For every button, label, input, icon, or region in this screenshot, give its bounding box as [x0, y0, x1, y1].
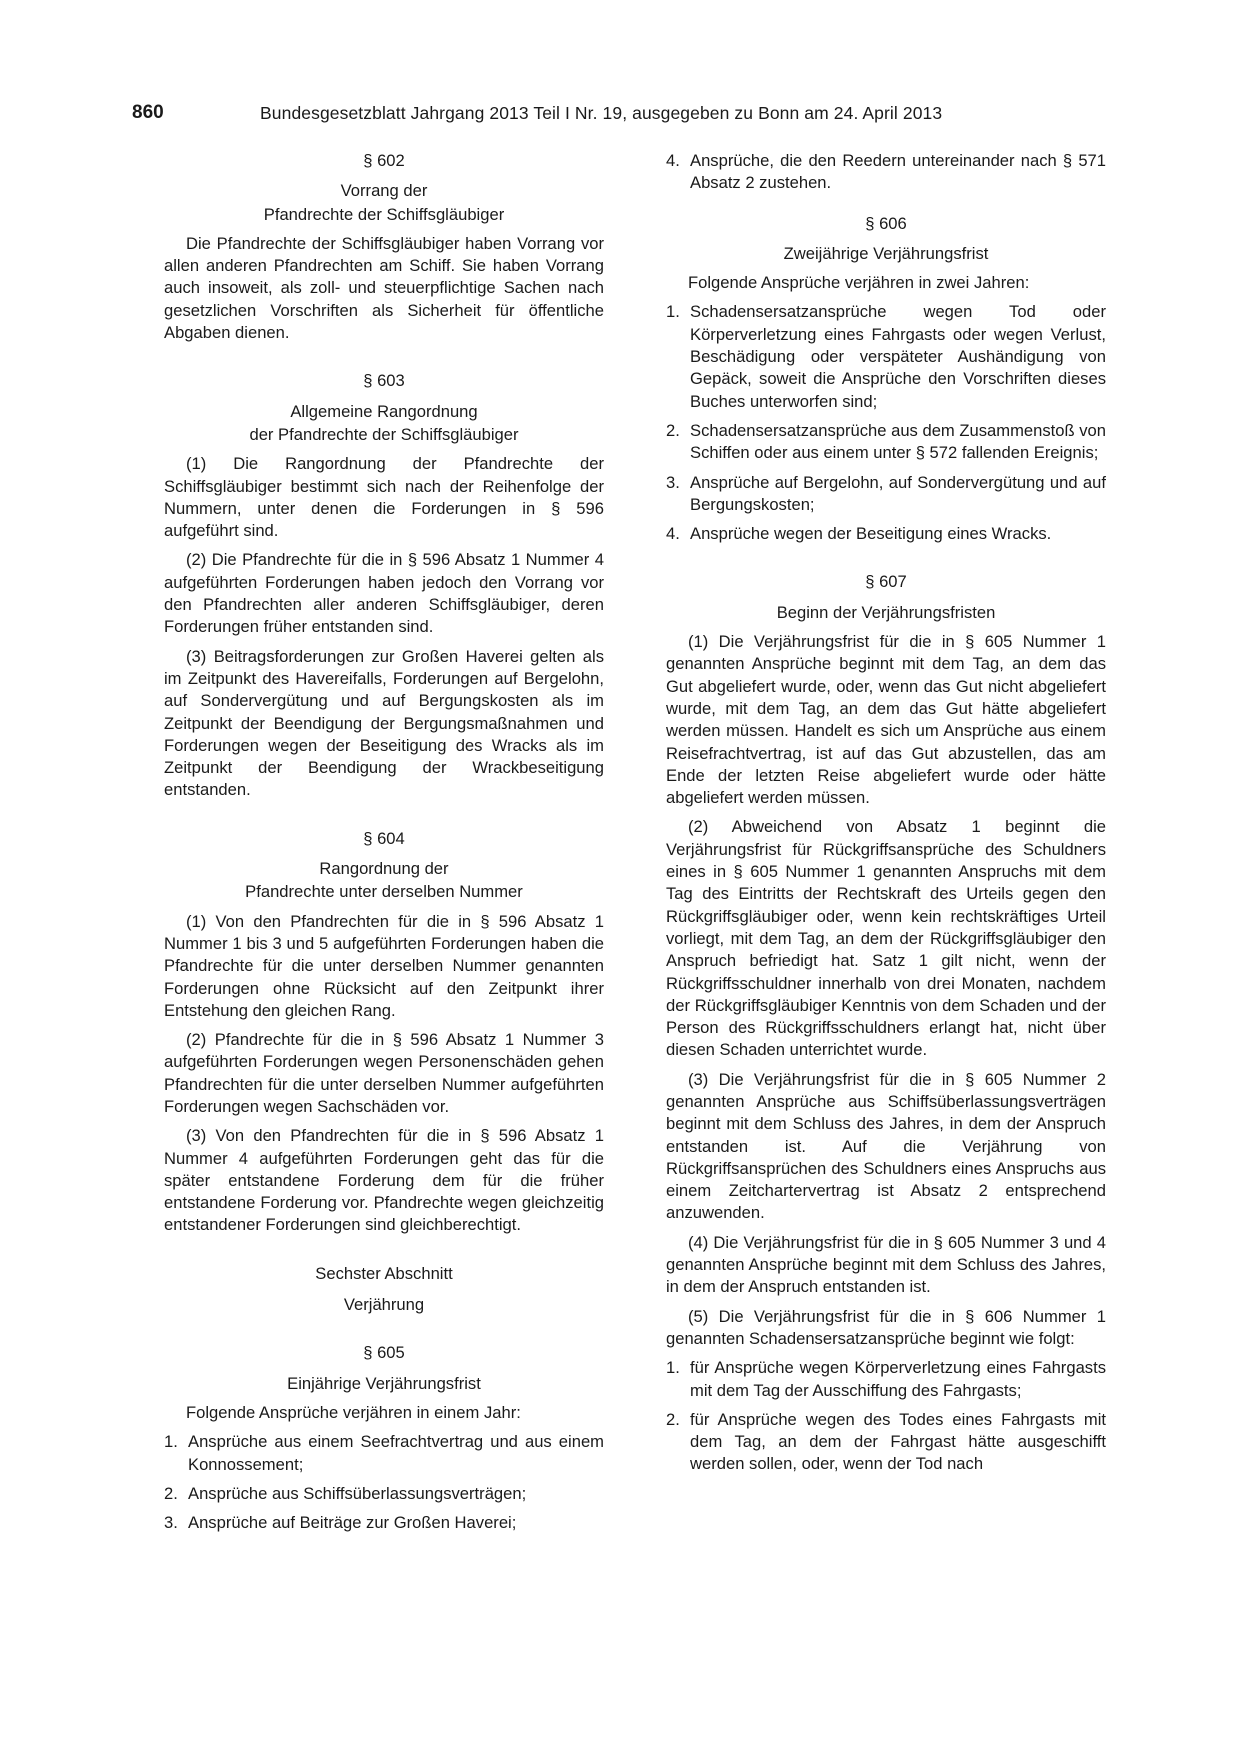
section-604 [164, 828, 604, 1237]
paragraph: (3) Die Verjährungsfrist für die in § 605 Nummer 2 genannten Ansprüche aus Schiffsüberlassungsverträgen beginnt mit dem Schluss des Jahres, in dem der Anspruch entstanden ist. Auf die Verjährung von Rückgriffsansprüchen des Schuldners eines Anspruchs aus einem Zeitchartervertrag ist Absatz 2 entsprechend anzuwenden. [666, 1069, 1106, 1223]
section-606 [666, 213, 1106, 546]
paragraph: (3) Beitragsforderungen zur Großen Haverei gelten als im Zeitpunkt des Havereifalls, Forderungen auf Bergelohn, auf Sondervergütung und auf Bergungskosten als im Zeitpunkt der Beendigung der Bergungsmaßnahmen und Forderungen wegen der Beseitigung des Wracks als im Zeitpunkt der Beendigung der Wrackbeseitigung entstanden. [164, 646, 604, 800]
section-title: der Pfandrechte der Schiffsgläubiger [249, 424, 519, 444]
section-603 [164, 370, 604, 801]
paragraph: (2) Pfandrechte für die in § 596 Absatz 1 Nummer 3 aufgeführten Forderungen wegen Personenschäden gehen Pfandrechten für die unter derselben Nummer aufgeführten Forderungen wegen Sachschäden vor. [164, 1030, 604, 1116]
section-number: § 605 [363, 1343, 405, 1363]
list-item: 1. Ansprüche aus einem Seefrachtvertrag und aus einem Konnossement; [164, 1432, 604, 1474]
section-title: Beginn der Verjährungsfristen [776, 602, 996, 622]
page-number: 860 [132, 102, 164, 123]
chapter-heading [164, 1263, 604, 1317]
lead-text: Folgende Ansprüche verjähren in zwei Jahren: [688, 273, 1030, 293]
list-item: 1. für Ansprüche wegen Körperverletzung eines Fahrgasts mit dem Tag der Ausschiffung des Fahrgasts; [666, 1358, 1106, 1400]
section-number: § 607 [865, 572, 907, 592]
section-602 [164, 150, 604, 344]
paragraph: (1) Von den Pfandrechten für die in § 596 Absatz 1 Nummer 1 bis 3 und 5 aufgeführten Forderungen haben die Pfandrechte für die unter derselben Nummer genannten Forderungen ohne Rücksicht auf den Zeitpunkt ihrer Entstehung den gleichen Rang. [164, 911, 604, 1020]
list-item: 3. Ansprüche auf Beiträge zur Großen Haverei; [164, 1513, 517, 1533]
section-number: § 602 [363, 151, 405, 170]
paragraph: (3) Von den Pfandrechten für die in § 596 Absatz 1 Nummer 4 aufgeführten Forderungen geht das für die später entstandene Forderung dem für die früher entstandene Forderung vor. Pfandrechte wegen gleichzeitig entstandener Forderungen sind gleichberechtigt. [164, 1126, 604, 1235]
numbered-list [666, 1357, 1106, 1475]
left-column [164, 150, 604, 1541]
paragraph: (2) Die Pfandrechte für die in § 596 Absatz 1 Nummer 4 aufgeführten Forderungen haben jedoch den Vorrang vor den Pfandrechten aller anderen Schiffsgläubiger, deren Forderungen früher entstanden sind. [164, 550, 604, 637]
chapter-title: Sechster Abschnitt [315, 1263, 453, 1283]
section-607 [666, 571, 1106, 1475]
lead-text: Folgende Ansprüche verjähren in einem Jahr: [186, 1402, 521, 1422]
numbered-list [666, 301, 1106, 545]
list-item: 2. Ansprüche aus Schiffsüberlassungsverträgen; [164, 1483, 527, 1503]
paragraph: (1) Die Rangordnung der Pfandrechte der Schiffsgläubiger bestimmt sich nach der Reihenfolge der Nummern, unter denen die Forderungen in § 596 aufgeführt sind. [164, 454, 604, 541]
list-item: 1. Schadensersatzansprüche wegen Tod oder Körperverletzung eines Fahrgasts oder wegen Verlust, Beschädigung oder verspäteter Aushändigung von Gepäck, soweit die Ansprüche den Vorschriften dieses Buches unterworfen sind; [666, 302, 1106, 411]
list-item: 4. Ansprüche, die den Reedern untereinander nach § 571 Absatz 2 zustehen. [666, 151, 1106, 193]
section-number: § 606 [865, 213, 907, 233]
list-item: 2. für Ansprüche wegen des Todes eines Fahrgasts mit dem Tag, an dem der Fahrgast hätte ausgeschifft werden sollen, oder, wenn der Tod nach [666, 1409, 1106, 1474]
paragraph: Die Pfandrechte der Schiffsgläubiger haben Vorrang vor allen anderen Pfandrechten am Schiff. Sie haben Vorrang auch insoweit, als zoll- und steuerpflichtige Sachen nach gesetzlichen Vorschriften als Sicherheit für öffentliche Abgaben dienen. [164, 233, 604, 343]
page-header [132, 100, 1110, 128]
list-item: 4. Ansprüche wegen der Beseitigung eines Wracks. [666, 524, 1052, 544]
section-title: Allgemeine Rangordnung [290, 401, 478, 421]
running-header: Bundesgesetzblatt Jahrgang 2013 Teil I Nr. 19, ausgegeben zu Bonn am 24. April 2013 [260, 103, 943, 123]
section-title: Rangordnung der [319, 859, 449, 879]
paragraph: (4) Die Verjährungsfrist für die in § 605 Nummer 3 und 4 genannten Ansprüche beginnt mit dem Schluss des Jahres, in dem der Anspruch entstanden ist. [666, 1232, 1106, 1297]
section-title: Zweijährige Verjährungsfrist [783, 243, 989, 263]
section-title: Einjährige Verjährungsfrist [287, 1373, 481, 1393]
paragraph: (1) Die Verjährungsfrist für die in § 605 Nummer 1 genannten Ansprüche beginnt mit dem Tag, an dem das Gut abgeliefert wurde, oder, wenn das Gut nicht abgeliefert wurde, mit dem Tag, an dem das Gut hätte abgeliefert werden müssen. Handelt es sich um Ansprüche aus einem Reisefrachtvertrag, ist auf das Gut abzustellen, das am Ende der letzten Reise abgeliefert wurde oder hätte abgeliefert werden müssen. [666, 632, 1106, 808]
right-column [666, 150, 1106, 1483]
section-title: Pfandrechte unter derselben Nummer [245, 882, 523, 902]
chapter-subtitle: Verjährung [343, 1295, 425, 1315]
list-item: 2. Schadensersatzansprüche aus dem Zusammenstoß von Schiffen oder aus einem unter § 572 fallenden Ereignis; [666, 420, 1106, 463]
section-605 [164, 1342, 604, 1534]
section-title: Vorrang der [340, 181, 428, 201]
section-number: § 604 [363, 828, 405, 848]
paragraph: (2) Abweichend von Absatz 1 beginnt die Verjährungsfrist für Rückgriffsansprüche des Schuldners eines in § 605 Nummer 1 genannten Anspruchs mit dem Tag des Eintritts der Rechtskraft des Urteils gegen den Rückgriffsgläubiger oder, wenn kein rechtskräftiges Urteil vorliegt, mit dem Tag, an dem der Rückgriffsgläubiger den Anspruch befriedigt hat. Satz 1 gilt nicht, wenn der Rückgriffsschuldner innerhalb von drei Monaten, nachdem der Rückgriffsgläubiger Kenntnis von dem Schaden und der Person des Rückgriffsschuldners erlangt hat, nicht über diesen Schaden unterrichtet wurde. [666, 817, 1106, 1060]
paragraph: (5) Die Verjährungsfrist für die in § 606 Nummer 1 genannten Schadensersatzansprüche beginnt wie folgt: [666, 1306, 1106, 1348]
numbered-list [666, 150, 1106, 195]
section-title: Pfandrechte der Schiffsgläubiger [263, 204, 505, 224]
numbered-list [164, 1431, 604, 1534]
list-item: 3. Ansprüche auf Bergelohn, auf Sondervergütung und auf Bergungskosten; [666, 472, 1106, 514]
section-number: § 603 [363, 371, 405, 391]
